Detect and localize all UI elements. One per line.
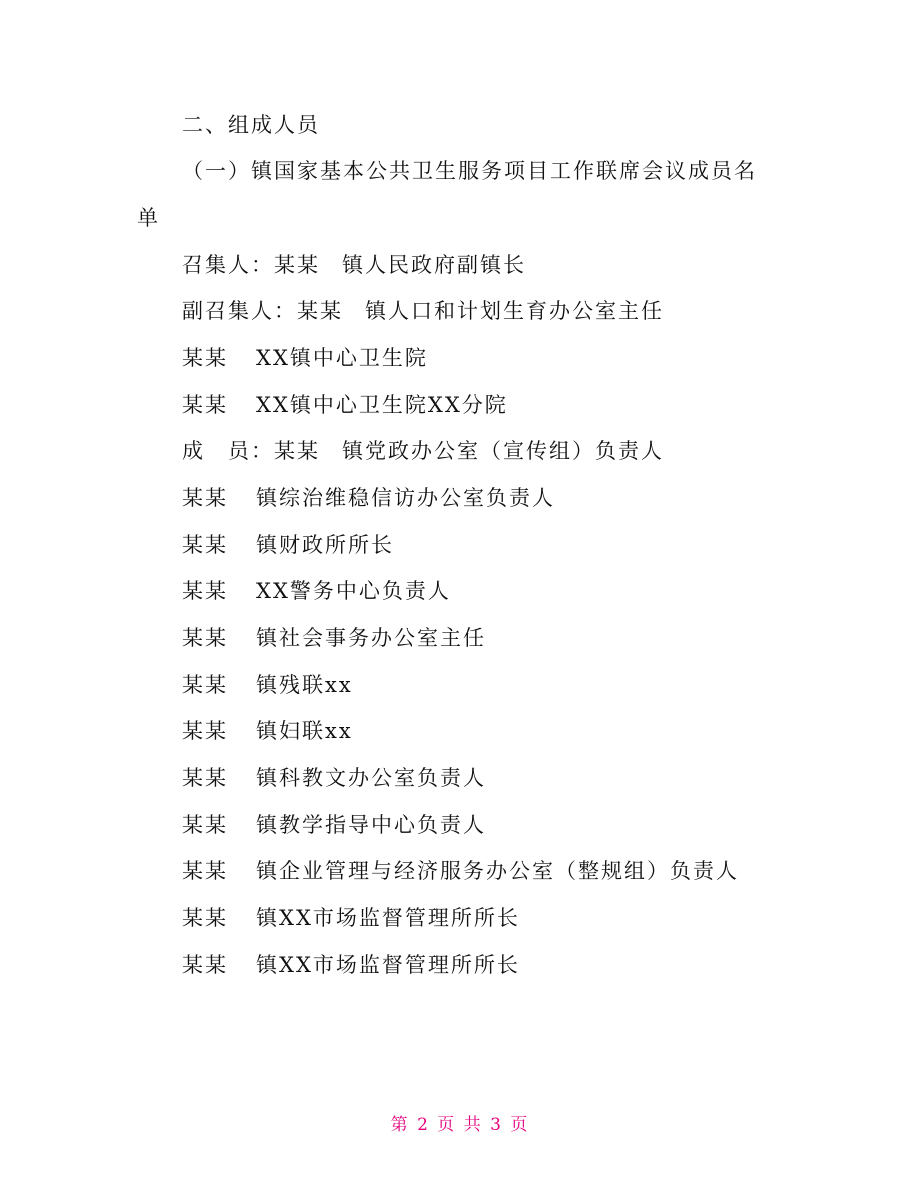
member-row [0,437,920,465]
member-label: 某某 [182,533,228,557]
member-role: 镇XX市场监督管理所所长 [256,953,520,977]
member-label: 召集人：某某 [182,253,320,277]
subsection-heading-line-2: 单 [137,206,160,230]
member-label: 某某 [182,626,228,650]
member-row [0,391,920,419]
member-label: 某某 [182,906,228,930]
member-label: 某某 [182,486,228,510]
footer-suffix: 页 [510,1115,530,1135]
page-footer [0,1113,920,1137]
member-row [0,484,920,512]
member-role: XX镇中心卫生院XX分院 [256,393,508,417]
member-label: 某某 [182,813,228,837]
member-row [0,811,920,839]
footer-prefix: 第 [390,1115,410,1135]
member-label: 某某 [182,673,228,697]
member-row [0,951,920,979]
member-role: 镇教学指导中心负责人 [256,813,486,837]
member-label: 某某 [182,859,228,883]
member-role: 镇人口和计划生育办公室主任 [365,299,664,323]
member-row [0,904,920,932]
member-label: 某某 [182,579,228,603]
member-label: 某某 [182,766,228,790]
member-row [0,717,920,745]
member-role: 镇科教文办公室负责人 [256,766,486,790]
member-role: 镇社会事务办公室主任 [256,626,486,650]
member-row [0,764,920,792]
member-row [0,531,920,559]
member-label: 副召集人：某某 [182,299,343,323]
footer-page-number: 2 [417,1115,430,1135]
member-row [0,857,920,885]
subsection-heading-line-1: （一）镇国家基本公共卫生服务项目工作联席会议成员名 [182,159,757,183]
section-heading: 二、组成人员 [182,113,320,137]
member-role: 镇财政所所长 [256,533,394,557]
member-label: 成 员：某某 [182,439,320,463]
member-role: 镇综治维稳信访办公室负责人 [256,486,555,510]
member-label: 某某 [182,953,228,977]
member-row [0,344,920,372]
member-label: 某某 [182,346,228,370]
member-row [0,671,920,699]
member-row [0,624,920,652]
member-row [0,577,920,605]
member-role: 镇人民政府副镇长 [342,253,526,277]
member-role: 镇残联xx [256,673,353,697]
member-label: 某某 [182,393,228,417]
footer-total-pages: 3 [490,1115,503,1135]
member-role: 镇企业管理与经济服务办公室（整规组）负责人 [256,859,739,883]
member-row [0,297,920,325]
member-role: 镇党政办公室（宣传组）负责人 [342,439,664,463]
member-row [0,251,920,279]
footer-middle: 页 共 [437,1115,483,1135]
member-role: XX警务中心负责人 [256,579,451,603]
member-role: XX镇中心卫生院 [256,346,428,370]
member-role: 镇妇联xx [256,719,353,743]
member-role: 镇XX市场监督管理所所长 [256,906,520,930]
member-label: 某某 [182,719,228,743]
